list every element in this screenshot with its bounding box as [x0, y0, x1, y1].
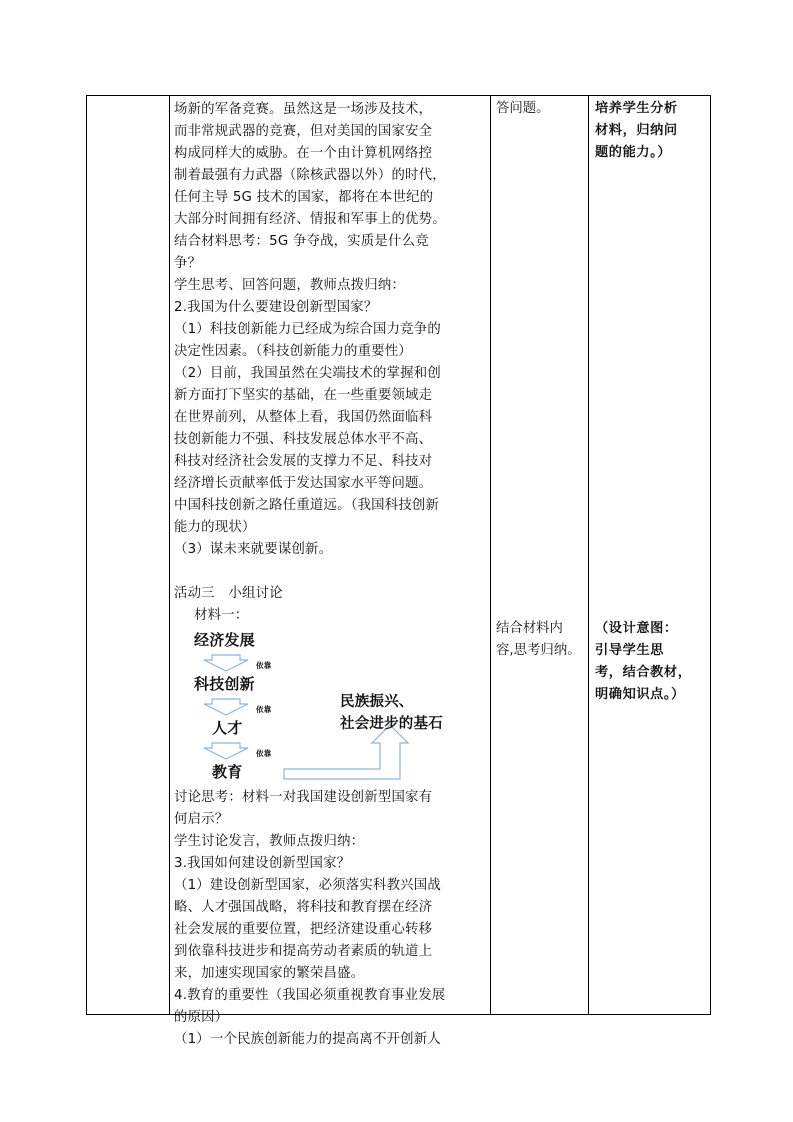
student-activity-cell: [491, 96, 589, 1015]
text-line: 技创新能力不强、科技发展总体水平不高、: [174, 432, 433, 447]
text-line: 2.我国为什么要建设创新型国家？: [174, 300, 378, 315]
process-text-part-2: [174, 787, 486, 1051]
design-intent-block-2: [595, 618, 706, 706]
text-line: 任何主导 5G 技术的国家，都将在本世纪的: [174, 190, 434, 205]
text-line: 而非常规武器的竞赛，但对美国的国家安全: [174, 124, 433, 139]
teaching-process-cell: [170, 96, 491, 1047]
text-line: 答问题。: [496, 101, 550, 116]
text-line: （2）目前，我国虽然在尖端技术的掌握和创: [174, 366, 441, 381]
text-line: 容,思考归纳。: [496, 643, 581, 658]
text-line: 中国科技创新之路任重道远。（我国科技创新: [174, 498, 440, 513]
text-line: 略、人才强国战略，将科技和教育摆在经济: [174, 900, 433, 915]
text-line: 引导学生思: [595, 643, 664, 658]
goal-line-2: 社会进步的基石: [340, 716, 443, 732]
text-line: 争？: [174, 256, 202, 271]
text-line: 新方面打下坚实的基础，在一些重要领域走: [174, 388, 433, 403]
node-talent: 人才: [212, 719, 243, 737]
goal-line-1: 民族振兴、: [340, 694, 414, 710]
teaching-process-content: [170, 96, 490, 1047]
process-text-part-1: [174, 99, 486, 561]
student-activity-block-1: [496, 98, 585, 120]
column-1-cell: [87, 96, 170, 1015]
student-activity-block-2: [496, 618, 585, 662]
text-line: 经济增长贡献率低于发达国家水平等问题。: [174, 476, 433, 491]
text-line: 培养学生分析: [595, 101, 678, 116]
text-line: 到依靠科技进步和提高劳动者素质的轨道上: [174, 944, 433, 959]
text-line: 3.我国如何建设创新型国家？: [174, 856, 351, 871]
depends-label-3: 依靠: [256, 749, 272, 758]
text-line: （1）科技创新能力已经成为综合国力竞争的: [174, 322, 441, 337]
material-label: 材料一：: [194, 608, 249, 623]
design-intent-cell: [589, 96, 711, 1015]
node-economic-development: 经济发展: [194, 631, 255, 649]
text-line: 大部分时间拥有经济、情报和军事上的优势。: [174, 212, 446, 227]
text-line: 题的能力。）: [595, 145, 672, 160]
text-line: 明确知识点。）: [595, 687, 685, 702]
depends-label-2: 依靠: [256, 705, 272, 714]
text-line: 结合材料思考：5G 争夺战，实质是什么竞: [174, 234, 429, 249]
text-line: 制着最强有力武器（除核武器以外）的时代，: [174, 168, 446, 183]
lesson-plan-table: [86, 95, 711, 1047]
text-line: 结合材料内: [496, 621, 563, 636]
node-education: 教育: [212, 763, 243, 781]
text-line: 学生思考、回答问题，教师点拨归纳：: [174, 278, 406, 293]
text-line: 讨论思考：材料一对我国建设创新型国家有: [174, 790, 433, 805]
text-line: 在世界前列，从整体上看，我国仍然面临科: [174, 410, 433, 425]
text-line: 学生讨论发言，教师点拨归纳：: [174, 834, 365, 849]
text-line: 来，加速实现国家的繁荣昌盛。: [174, 966, 365, 981]
text-line: 社会发展的重要位置，把经济建设重心转移: [174, 922, 433, 937]
text-line: （3）谋未来就要谋创新。: [174, 542, 333, 557]
text-line: 场新的军备竞赛。虽然这是一场涉及技术，: [174, 102, 433, 117]
text-line: 材料，归纳问: [595, 123, 678, 138]
text-line: 能力的现状）: [174, 520, 256, 535]
text-line: （1）建设创新型国家，必须落实科教兴国战: [174, 878, 441, 893]
text-line: 科技对经济社会发展的支撑力不足、科技对: [174, 454, 433, 469]
dependency-diagram: [172, 627, 472, 787]
activity-title: 活动三 小组讨论: [174, 586, 283, 601]
text-line: 考，结合教材，: [595, 665, 692, 680]
node-tech-innovation: 科技创新: [194, 675, 255, 693]
text-line: 的原因）: [174, 1010, 229, 1025]
depends-label-1: 依靠: [256, 661, 272, 670]
text-line: 决定性因素。（科技创新能力的重要性）: [174, 344, 412, 359]
design-intent-block-1: [595, 98, 706, 164]
text-line: （1）一个民族创新能力的提高离不开创新人: [174, 1032, 441, 1047]
text-line: （设计意图：: [595, 621, 678, 636]
text-line: 构成同样大的威胁。在一个由计算机网络控: [174, 146, 433, 161]
text-line: 何启示？: [174, 812, 229, 827]
text-line: 4.教育的重要性（我国必须重视教育事业发展: [174, 988, 446, 1003]
